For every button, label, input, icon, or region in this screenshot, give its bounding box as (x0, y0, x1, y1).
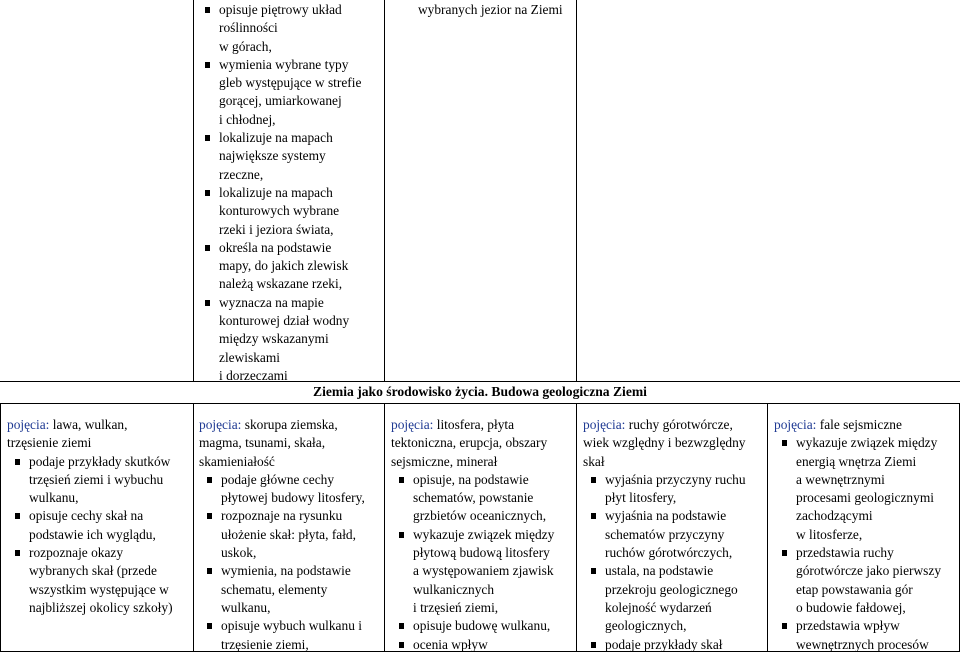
bullet-item-line: płytową budową litosfery (413, 545, 550, 561)
bullet-item-line: ułożenie skał: płyta, fałd, (221, 526, 356, 542)
bullet-item (583, 562, 766, 635)
bullet-item-line: grzbietów oceanicznych, (413, 508, 547, 524)
bullet-item-line: rzeczne, (219, 166, 264, 182)
concepts-text: magma, tsunami, skała, (199, 435, 326, 451)
bullet-item (197, 294, 383, 385)
bullet-item-line: podstawie ich wyglądu, (29, 526, 156, 542)
bullet-item (583, 636, 766, 654)
bullet-item-line: wulkanicznych (413, 581, 495, 597)
concepts-text: ruchy górotwórcze, (625, 417, 733, 432)
concepts-line (391, 434, 575, 452)
bullet-item-line: wymienia wybrane typy (219, 56, 349, 72)
bullet-item-line: konturowych wybrane (219, 203, 340, 219)
bullet-item-line: ustala, na podstawie (605, 563, 714, 579)
bullet-item-line: opisuje piętrowy układ (219, 2, 342, 17)
column-bullet-list (583, 471, 766, 654)
bullet-item (7, 453, 191, 508)
concepts-line (7, 416, 191, 434)
bullet-item (197, 239, 383, 294)
bullet-item-line: a wewnętrznymi (796, 471, 885, 487)
concepts-text: fale sejsmiczne (816, 417, 902, 432)
bullet-item-line: procesami geologicznymi (796, 490, 934, 506)
concepts-line (199, 434, 383, 452)
table-line-top-col2-left (193, 0, 194, 381)
bullet-item-line: lokalizuje na mapach (219, 130, 333, 146)
bullet-item-line: określa na podstawie (219, 239, 332, 255)
bullet-item-line: schematów, powstanie (413, 490, 534, 506)
bullet-item (774, 434, 959, 544)
bullet-item-line: ruchów górotwórczych, (605, 545, 733, 561)
concepts-line (391, 453, 575, 471)
bullet-item-line: opisuje, na podstawie (413, 471, 529, 487)
concepts-text: sejsmiczne, minerał (391, 453, 498, 469)
bullet-item-line: opisuje wybuch wulkanu i (221, 618, 362, 634)
concepts-label: pojęcia: (583, 417, 626, 432)
bullet-item-line: schematu, elementy (221, 581, 328, 597)
column-bullet-list (774, 434, 959, 654)
concepts-label: pojęcia: (391, 417, 434, 432)
bullet-item-line: ocenia wpływ (413, 636, 488, 652)
bullet-item-line: wykazuje związek między (413, 526, 555, 542)
bullet-item-line: wykazuje związek między (796, 435, 938, 451)
top-col3-cell (418, 1, 574, 19)
concepts-text: trzęsienie ziemi (7, 435, 92, 451)
bullet-item-line: górotwórcze jako pierwszy (796, 563, 942, 579)
concepts-line (199, 453, 383, 471)
bullet-item-line: wyjaśnia przyczyny ruchu (605, 471, 746, 487)
bullet-item-line: rzeki i jeziora świata, (219, 221, 334, 237)
table-line-col5-left (767, 403, 768, 652)
bullet-item-line: gleb występujące w strefie (219, 75, 362, 91)
bullet-item-line: geologicznych, (605, 618, 687, 634)
bullet-item (774, 617, 959, 654)
bullet-item-line: między wskazanymi (219, 331, 329, 347)
concepts-text: skorupa ziemska, (241, 417, 338, 432)
concepts-line (199, 416, 383, 434)
bullet-item-line: płytowej budowy litosfery, (221, 490, 365, 506)
concepts-text: tektoniczna, erupcja, obszary (391, 435, 548, 451)
bullet-item (391, 617, 575, 635)
column-bullet-list (199, 471, 383, 654)
bullet-item-line: przedstawia ruchy (796, 545, 894, 561)
bullet-item-line: konturowej dział wodny (219, 313, 350, 329)
concepts-label: pojęcia: (774, 417, 817, 432)
bullet-item-line: wulkanu, (29, 490, 79, 506)
top-col2-list (197, 1, 383, 385)
bullet-item-line: i trzęsień ziemi, (413, 599, 499, 615)
bullet-item-line: podaje główne cechy (221, 471, 335, 487)
concepts-label: pojęcia: (7, 417, 50, 432)
concepts-line (583, 453, 766, 471)
bullet-item-line: wymienia, na podstawie (221, 563, 351, 579)
top-col3-text: wybranych jezior na Ziemi (418, 2, 563, 17)
bullet-item (774, 544, 959, 617)
bullet-item-line: kolejność wydarzeń (605, 599, 712, 615)
concepts-text: skał (583, 453, 605, 469)
concepts-line (583, 434, 766, 452)
bullet-item (583, 471, 766, 508)
bullet-item-line: a występowaniem zjawisk (413, 563, 554, 579)
concepts-text: litosfera, płyta (433, 417, 515, 432)
column-2-cell (199, 416, 383, 654)
bullet-item-line: rozpoznaje okazy (29, 545, 124, 561)
bullet-item-line: wulkanu, (221, 599, 271, 615)
table-line-col2-left (193, 403, 194, 652)
bullet-item-line: zachodzącymi (796, 508, 873, 524)
bullet-item-line: energią wnętrza Ziemi (796, 453, 917, 469)
bullet-item-line: wszystkim występujące w (29, 581, 169, 597)
top-col2-cell (197, 1, 383, 385)
bullet-item-line: największe systemy (219, 148, 326, 164)
bullet-item-line: opisuje cechy skał na (29, 508, 144, 524)
column-1-cell (7, 416, 191, 617)
concepts-line (391, 416, 575, 434)
bullet-item (197, 184, 383, 239)
concepts-label: pojęcia: (199, 417, 242, 432)
bullet-item-line: wybranych skał (przede (29, 563, 157, 579)
column-5-cell (774, 416, 959, 654)
bullet-item (391, 636, 575, 654)
bullet-item-line: mapy, do jakich zlewisk (219, 258, 349, 274)
bullet-item-line: najbliższej okolicy szkoły) (29, 599, 173, 615)
bullet-item-line: etap powstawania gór (796, 581, 913, 597)
concepts-text: lawa, wulkan, (49, 417, 128, 432)
bullet-item-line: wyznacza na mapie (219, 294, 324, 310)
bullet-item-line: schematów przyczyny (605, 526, 725, 542)
bullet-item (583, 507, 766, 562)
bullet-item-line: płyt litosfery, (605, 490, 677, 506)
concepts-text: wiek względny i bezwzględny (583, 435, 746, 451)
bullet-item-line: podaje przykłady skał (605, 636, 723, 652)
column-bullet-list (7, 453, 191, 618)
table-line-top-col3-right (576, 0, 577, 381)
bullet-item-line: należą wskazane rzeki, (219, 276, 343, 292)
concepts-line (583, 416, 766, 434)
bullet-item-line: trzęsienie ziemi, (221, 636, 309, 652)
bullet-item-line: i chłodnej, (219, 111, 276, 127)
table-line-top-col3-left (384, 0, 385, 381)
bullet-item-line: zlewiskami (219, 349, 280, 365)
bullet-item-line: trzęsień ziemi i wybuchu (29, 471, 164, 487)
bullet-item-line: rozpoznaje na rysunku (221, 508, 343, 524)
bullet-item-line: i dorzeczami (219, 367, 288, 383)
concepts-text: skamieniałość (199, 453, 275, 469)
bullet-item-line: uskok, (221, 545, 257, 561)
bullet-item (199, 507, 383, 562)
concepts-line (7, 434, 191, 452)
bullet-item (197, 1, 383, 56)
bullet-item (391, 526, 575, 617)
bullet-item-line: wewnętrznych procesów (796, 636, 929, 652)
section-title: Ziemia jako środowisko życia. Budowa geologiczna Ziemi (313, 384, 647, 399)
bullet-item-line: przekroju geologicznego (605, 581, 738, 597)
column-3-cell (391, 416, 575, 654)
bullet-item (197, 129, 383, 184)
bullet-item-line: w litosferze, (796, 526, 863, 542)
bullet-item-line: lokalizuje na mapach (219, 184, 333, 200)
bullet-item-line: wyjaśnia na podstawie (605, 508, 727, 524)
concepts-line (774, 416, 959, 434)
column-bullet-list (391, 471, 575, 654)
bullet-item (7, 544, 191, 617)
table-line-below-title (0, 403, 960, 404)
bullet-item (7, 507, 191, 544)
bullet-item (199, 562, 383, 617)
bullet-item-line: przedstawia wpływ (796, 618, 900, 634)
bullet-item (197, 56, 383, 129)
bullet-item (199, 617, 383, 654)
bullet-item-line: w górach, (219, 38, 272, 54)
table-line-col3-left (384, 403, 385, 652)
table-line-col1-left (0, 403, 1, 652)
bullet-item-line: roślinności (219, 20, 278, 36)
table-line-below-top (0, 381, 960, 382)
bullet-item-line: o budowie fałdowej, (796, 599, 906, 615)
bullet-item (391, 471, 575, 526)
table-line-col4-left (576, 403, 577, 652)
bullet-item-line: podaje przykłady skutków (29, 453, 171, 469)
bullet-item-line: gorącej, umiarkowanej (219, 93, 342, 109)
bullet-item-line: opisuje budowę wulkanu, (413, 618, 551, 634)
bullet-item (199, 471, 383, 508)
column-4-cell (583, 416, 766, 654)
